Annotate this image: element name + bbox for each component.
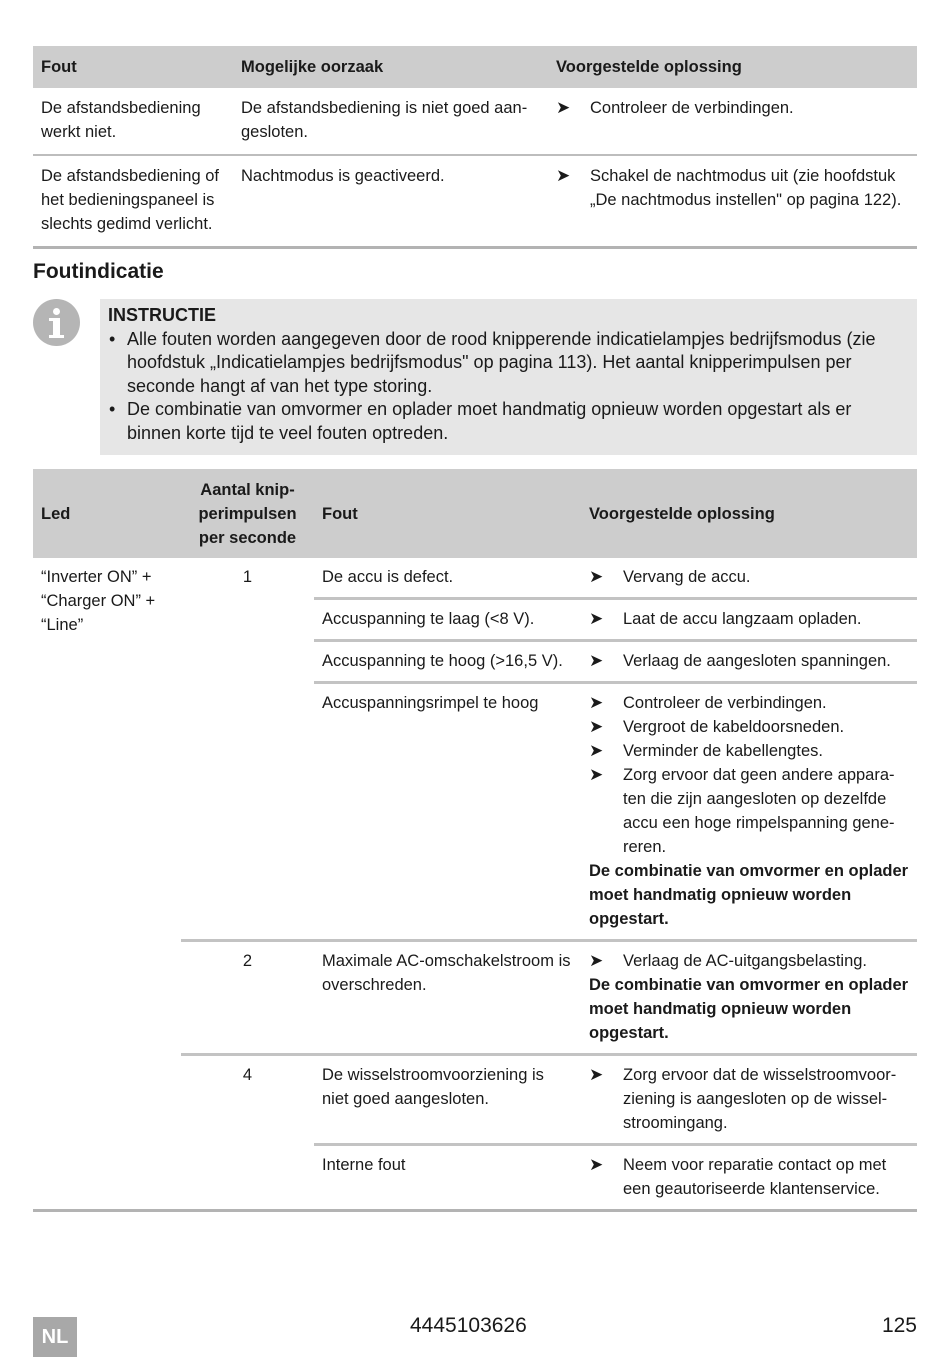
- document-number: 4445103626: [410, 1314, 527, 1337]
- header-fault: Fout: [314, 469, 581, 558]
- fault-indication-table: [33, 469, 917, 1212]
- solution-cell: ➤ Controleer de verbindingen.: [548, 88, 917, 155]
- led-cell: “Inverter ON” + “Charger ON” + “Line”: [33, 558, 181, 1211]
- header-cause: Mogelijke oorzaak: [233, 46, 548, 88]
- fault-cell: Maximale AC-omschakelstroom is overschreden.: [314, 941, 581, 1055]
- fault-table-remote: [33, 46, 917, 249]
- fault-cell: De afstandsbediening of het bedieningspaneel is slechts gedimd verlicht.: [33, 155, 233, 248]
- header-fault: Fout: [33, 46, 233, 88]
- table-row: [33, 155, 917, 248]
- arrow-bullet-icon: ➤: [589, 765, 604, 784]
- page-number: 125: [881, 1314, 917, 1337]
- arrow-bullet-icon: ➤: [589, 951, 604, 970]
- cause-cell: Nachtmodus is geactiveerd.: [233, 155, 548, 248]
- solution-cell: ➤ Laat de accu langzaam opladen.: [581, 599, 917, 641]
- restart-note: De combinatie van omvormer en oplader moet handmatig opnieuw worden opgestart.: [589, 862, 909, 928]
- solution-cell: ➤ Neem voor reparatie contact op met een geautoriseerde klantenservice.: [581, 1145, 917, 1211]
- arrow-bullet-icon: ➤: [589, 717, 604, 736]
- cause-cell: De afstandsbediening is niet goed aan-gesloten.: [233, 88, 548, 155]
- pulses-cell: 4: [181, 1055, 314, 1211]
- arrow-bullet-icon: ➤: [589, 651, 604, 670]
- table-row: [33, 88, 917, 155]
- arrow-bullet-icon: ➤: [589, 567, 604, 586]
- fault-cell: De afstandsbediening werkt niet.: [33, 88, 233, 155]
- solution-cell: ➤ Verlaag de AC-uitgangsbelasting. De combinatie van omvormer en oplader moet handmatig opnieuw worden opgestart.: [581, 941, 917, 1055]
- arrow-bullet-icon: ➤: [556, 166, 571, 185]
- pulses-cell: 2: [181, 941, 314, 1055]
- note-list: [108, 328, 909, 446]
- info-icon: [33, 299, 80, 346]
- section-title: Foutindicatie: [33, 260, 164, 283]
- instruction-note: [100, 299, 917, 455]
- fault-cell: Accuspanning te laag (<8 V).: [314, 599, 581, 641]
- solution-cell: ➤ Vervang de accu.: [581, 558, 917, 599]
- note-item: • Alle fouten worden aangegeven door de rood knipperende indicatielampjes bedrijfsmodus (zie hoofdstuk „Indicatielampjes bedrijfsmodus" op pagina 113). Het aantal knipperimpulsen per seconde hangt af van het type storing.: [108, 328, 909, 399]
- solution-cell: ➤ Controleer de verbindingen. ➤ Vergroot de kabeldoorsneden. ➤ Verminder de kabellengtes. ➤ Zorg ervoor dat geen andere appara-ten die zijn aangesloten op dezelfde accu een hoge rimpelspanning gene-reren. De combinatie van omvormer en oplader moet handmatig opnieuw worden opgestart.: [581, 683, 917, 941]
- header-solution: Voorgestelde oplossing: [548, 46, 917, 88]
- header-pulses: Aantal knip-perimpulsen per seconde: [181, 469, 314, 558]
- solution-cell: ➤ Verlaag de aangesloten spanningen.: [581, 641, 917, 683]
- solution-cell: ➤ Schakel de nachtmodus uit (zie hoofdstuk „De nachtmodus instellen" op pagina 122).: [548, 155, 917, 248]
- fault-cell: De accu is defect.: [314, 558, 581, 599]
- fault-cell: Accuspanning te hoog (>16,5 V).: [314, 641, 581, 683]
- restart-note: De combinatie van omvormer en oplader moet handmatig opnieuw worden opgestart.: [589, 976, 909, 1042]
- arrow-bullet-icon: ➤: [589, 1155, 604, 1174]
- note-item: • De combinatie van omvormer en oplader moet handmatig opnieuw worden opgestart als er binnen korte tijd te veel fouten optreden.: [108, 398, 909, 445]
- header-led: Led: [33, 469, 181, 558]
- arrow-bullet-icon: ➤: [589, 609, 604, 628]
- arrow-bullet-icon: ➤: [556, 98, 571, 117]
- language-badge: NL: [33, 1317, 77, 1357]
- header-solution: Voorgestelde oplossing: [581, 469, 917, 558]
- pulses-cell: 1: [181, 558, 314, 941]
- arrow-bullet-icon: ➤: [589, 693, 604, 712]
- table-row: [33, 558, 917, 599]
- arrow-bullet-icon: ➤: [589, 741, 604, 760]
- solution-cell: ➤ Zorg ervoor dat de wisselstroomvoor-ziening is aangesloten op de wissel-stroomingang.: [581, 1055, 917, 1145]
- arrow-bullet-icon: ➤: [589, 1065, 604, 1084]
- fault-cell: Interne fout: [314, 1145, 581, 1211]
- fault-cell: De wisselstroomvoorziening is niet goed aangesloten.: [314, 1055, 581, 1145]
- fault-cell: Accuspanningsrimpel te hoog: [314, 683, 581, 941]
- note-title: INSTRUCTIE: [108, 305, 216, 325]
